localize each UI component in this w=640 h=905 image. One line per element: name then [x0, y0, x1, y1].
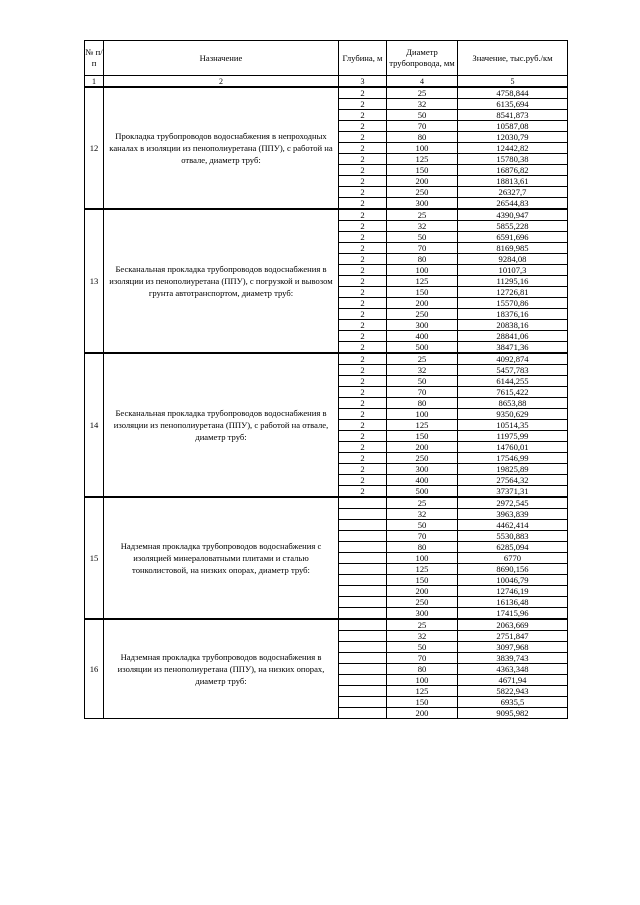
depth-cell: 2 — [339, 165, 387, 176]
depth-cell — [339, 520, 387, 531]
value-cell: 5822,943 — [458, 686, 568, 697]
table-row — [85, 209, 568, 221]
depth-cell — [339, 509, 387, 520]
value-cell: 18376,16 — [458, 309, 568, 320]
depth-cell: 2 — [339, 298, 387, 309]
column-number: 5 — [458, 76, 568, 88]
column-number: 4 — [387, 76, 458, 88]
header-diameter: Диаметр трубопровода, мм — [387, 41, 458, 76]
diameter-cell: 200 — [387, 708, 458, 719]
diameter-cell: 150 — [387, 165, 458, 176]
value-cell: 6285,094 — [458, 542, 568, 553]
row-description: Прокладка трубопроводов водоснабжения в непроходных каналах в изоляции из пенополиуретана (ППУ), с работой на отвале, диаметр труб: — [104, 87, 339, 209]
depth-cell: 2 — [339, 387, 387, 398]
value-cell: 12746,19 — [458, 586, 568, 597]
value-cell: 3839,743 — [458, 653, 568, 664]
diameter-cell: 32 — [387, 99, 458, 110]
diameter-cell: 25 — [387, 497, 458, 509]
depth-cell: 2 — [339, 154, 387, 165]
value-cell: 14760,01 — [458, 442, 568, 453]
diameter-cell: 32 — [387, 221, 458, 232]
depth-cell — [339, 664, 387, 675]
depth-cell: 2 — [339, 110, 387, 121]
diameter-cell: 250 — [387, 597, 458, 608]
header-depth: Глубина, м — [339, 41, 387, 76]
row-description: Бесканальная прокладка трубопроводов водоснабжения в изоляции из пенополиуретана (ППУ), с погрузкой и вывозом грунта автотранспортом, диаметр труб: — [104, 209, 339, 353]
value-cell: 10514,35 — [458, 420, 568, 431]
value-cell: 6935,5 — [458, 697, 568, 708]
depth-cell: 2 — [339, 409, 387, 420]
depth-cell — [339, 675, 387, 686]
diameter-cell: 80 — [387, 398, 458, 409]
depth-cell: 2 — [339, 353, 387, 365]
table-header-row — [85, 41, 568, 76]
diameter-cell: 150 — [387, 697, 458, 708]
depth-cell — [339, 497, 387, 509]
depth-cell: 2 — [339, 243, 387, 254]
value-cell: 5530,883 — [458, 531, 568, 542]
value-cell: 12442,82 — [458, 143, 568, 154]
value-cell: 38471,36 — [458, 342, 568, 354]
diameter-cell: 100 — [387, 143, 458, 154]
depth-cell: 2 — [339, 431, 387, 442]
depth-cell: 2 — [339, 320, 387, 331]
value-cell: 5457,783 — [458, 365, 568, 376]
depth-cell: 2 — [339, 342, 387, 354]
value-cell: 6144,255 — [458, 376, 568, 387]
diameter-cell: 50 — [387, 110, 458, 121]
diameter-cell: 32 — [387, 631, 458, 642]
diameter-cell: 125 — [387, 276, 458, 287]
diameter-cell: 70 — [387, 387, 458, 398]
depth-cell: 2 — [339, 265, 387, 276]
depth-cell: 2 — [339, 254, 387, 265]
row-number: 14 — [85, 353, 104, 497]
value-cell: 10046,79 — [458, 575, 568, 586]
depth-cell — [339, 575, 387, 586]
diameter-cell: 125 — [387, 154, 458, 165]
diameter-cell: 125 — [387, 686, 458, 697]
diameter-cell: 25 — [387, 619, 458, 631]
depth-cell: 2 — [339, 287, 387, 298]
depth-cell: 2 — [339, 486, 387, 498]
diameter-cell: 100 — [387, 265, 458, 276]
diameter-cell: 50 — [387, 642, 458, 653]
depth-cell: 2 — [339, 398, 387, 409]
value-cell: 8169,985 — [458, 243, 568, 254]
value-cell: 11295,16 — [458, 276, 568, 287]
value-cell: 4758,844 — [458, 87, 568, 99]
depth-cell: 2 — [339, 309, 387, 320]
diameter-cell: 25 — [387, 87, 458, 99]
depth-cell: 2 — [339, 475, 387, 486]
value-cell: 7615,422 — [458, 387, 568, 398]
diameter-cell: 50 — [387, 232, 458, 243]
row-description: Бесканальная прокладка трубопроводов водоснабжения в изоляции из пенополиуретана (ППУ), с работой на отвале, диаметр труб: — [104, 353, 339, 497]
diameter-cell: 250 — [387, 187, 458, 198]
depth-cell: 2 — [339, 232, 387, 243]
table-row — [85, 619, 568, 631]
value-cell: 8653,88 — [458, 398, 568, 409]
depth-cell: 2 — [339, 376, 387, 387]
depth-cell: 2 — [339, 365, 387, 376]
diameter-cell: 125 — [387, 420, 458, 431]
diameter-cell: 32 — [387, 509, 458, 520]
value-cell: 26327,7 — [458, 187, 568, 198]
value-cell: 8690,156 — [458, 564, 568, 575]
diameter-cell: 200 — [387, 298, 458, 309]
depth-cell — [339, 531, 387, 542]
row-description: Надземная прокладка трубопроводов водоснабжения в изоляции из пенополиуретана (ППУ), на низких опорах, диаметр труб: — [104, 619, 339, 719]
value-cell: 10587,08 — [458, 121, 568, 132]
diameter-cell: 100 — [387, 409, 458, 420]
table-row — [85, 497, 568, 509]
depth-cell: 2 — [339, 132, 387, 143]
value-cell: 12030,79 — [458, 132, 568, 143]
diameter-cell: 80 — [387, 132, 458, 143]
diameter-cell: 70 — [387, 653, 458, 664]
column-number: 1 — [85, 76, 104, 88]
row-number: 12 — [85, 87, 104, 209]
diameter-cell: 25 — [387, 353, 458, 365]
value-cell: 3097,968 — [458, 642, 568, 653]
diameter-cell: 300 — [387, 464, 458, 475]
diameter-cell: 50 — [387, 376, 458, 387]
depth-cell — [339, 686, 387, 697]
value-cell: 16876,82 — [458, 165, 568, 176]
value-cell: 5855,228 — [458, 221, 568, 232]
value-cell: 6135,694 — [458, 99, 568, 110]
value-cell: 12726,81 — [458, 287, 568, 298]
value-cell: 26544,83 — [458, 198, 568, 210]
depth-cell — [339, 642, 387, 653]
depth-cell — [339, 697, 387, 708]
header-value: Значение, тыс.руб./км — [458, 41, 568, 76]
header-num: № п/п — [85, 41, 104, 76]
column-number: 3 — [339, 76, 387, 88]
diameter-cell: 300 — [387, 198, 458, 210]
depth-cell — [339, 708, 387, 719]
value-cell: 2972,545 — [458, 497, 568, 509]
value-cell: 3963,839 — [458, 509, 568, 520]
depth-cell: 2 — [339, 176, 387, 187]
depth-cell — [339, 564, 387, 575]
value-cell: 16136,48 — [458, 597, 568, 608]
value-cell: 27564,32 — [458, 475, 568, 486]
value-cell: 11975,99 — [458, 431, 568, 442]
depth-cell: 2 — [339, 453, 387, 464]
depth-cell: 2 — [339, 331, 387, 342]
value-cell: 9350,629 — [458, 409, 568, 420]
diameter-cell: 125 — [387, 564, 458, 575]
row-description: Надземная прокладка трубопроводов водоснабжения с изоляцией минераловатными плитами и сталью тонколистовой, на низких опорах, диаметр труб: — [104, 497, 339, 619]
depth-cell: 2 — [339, 121, 387, 132]
diameter-cell: 300 — [387, 608, 458, 620]
value-cell: 18813,61 — [458, 176, 568, 187]
value-cell: 17415,96 — [458, 608, 568, 620]
diameter-cell: 250 — [387, 309, 458, 320]
diameter-cell: 70 — [387, 121, 458, 132]
value-cell: 4390,947 — [458, 209, 568, 221]
depth-cell: 2 — [339, 276, 387, 287]
depth-cell — [339, 542, 387, 553]
row-number: 15 — [85, 497, 104, 619]
table-row — [85, 87, 568, 99]
depth-cell: 2 — [339, 187, 387, 198]
value-cell: 9284,08 — [458, 254, 568, 265]
value-cell: 6591,696 — [458, 232, 568, 243]
value-cell: 20838,16 — [458, 320, 568, 331]
depth-cell: 2 — [339, 420, 387, 431]
value-cell: 10107,3 — [458, 265, 568, 276]
table-group — [85, 353, 568, 497]
value-cell: 4092,874 — [458, 353, 568, 365]
diameter-cell: 80 — [387, 664, 458, 675]
diameter-cell: 150 — [387, 431, 458, 442]
table-group — [85, 619, 568, 719]
depth-cell — [339, 553, 387, 564]
depth-cell: 2 — [339, 442, 387, 453]
diameter-cell: 50 — [387, 520, 458, 531]
depth-cell — [339, 653, 387, 664]
diameter-cell: 500 — [387, 342, 458, 354]
diameter-cell: 100 — [387, 675, 458, 686]
depth-cell — [339, 608, 387, 620]
depth-cell — [339, 631, 387, 642]
diameter-cell: 200 — [387, 176, 458, 187]
depth-cell: 2 — [339, 143, 387, 154]
diameter-cell: 100 — [387, 553, 458, 564]
value-cell: 15570,86 — [458, 298, 568, 309]
diameter-cell: 70 — [387, 243, 458, 254]
value-cell: 8541,873 — [458, 110, 568, 121]
depth-cell: 2 — [339, 99, 387, 110]
value-cell: 17546,99 — [458, 453, 568, 464]
table-group — [85, 497, 568, 619]
header-name: Назначение — [104, 41, 339, 76]
value-cell: 2063,669 — [458, 619, 568, 631]
value-cell: 2751,847 — [458, 631, 568, 642]
table-group — [85, 87, 568, 209]
diameter-cell: 150 — [387, 575, 458, 586]
column-number: 2 — [104, 76, 339, 88]
diameter-cell: 250 — [387, 453, 458, 464]
value-cell: 19825,89 — [458, 464, 568, 475]
diameter-cell: 32 — [387, 365, 458, 376]
depth-cell: 2 — [339, 209, 387, 221]
pipeline-cost-table — [84, 40, 568, 719]
value-cell: 4363,348 — [458, 664, 568, 675]
value-cell: 4671,94 — [458, 675, 568, 686]
depth-cell — [339, 619, 387, 631]
value-cell: 4462,414 — [458, 520, 568, 531]
value-cell: 28841,06 — [458, 331, 568, 342]
depth-cell: 2 — [339, 221, 387, 232]
value-cell: 15780,38 — [458, 154, 568, 165]
value-cell: 9095,982 — [458, 708, 568, 719]
row-number: 13 — [85, 209, 104, 353]
table-group — [85, 209, 568, 353]
diameter-cell: 150 — [387, 287, 458, 298]
diameter-cell: 25 — [387, 209, 458, 221]
column-number-row — [85, 76, 568, 88]
diameter-cell: 400 — [387, 331, 458, 342]
depth-cell — [339, 597, 387, 608]
diameter-cell: 80 — [387, 254, 458, 265]
table-row — [85, 353, 568, 365]
diameter-cell: 300 — [387, 320, 458, 331]
diameter-cell: 500 — [387, 486, 458, 498]
diameter-cell: 200 — [387, 586, 458, 597]
diameter-cell: 400 — [387, 475, 458, 486]
diameter-cell: 80 — [387, 542, 458, 553]
depth-cell — [339, 586, 387, 597]
diameter-cell: 70 — [387, 531, 458, 542]
document-page — [84, 40, 567, 719]
diameter-cell: 200 — [387, 442, 458, 453]
depth-cell: 2 — [339, 198, 387, 210]
depth-cell: 2 — [339, 87, 387, 99]
row-number: 16 — [85, 619, 104, 719]
depth-cell: 2 — [339, 464, 387, 475]
value-cell: 37371,31 — [458, 486, 568, 498]
value-cell: 6770 — [458, 553, 568, 564]
